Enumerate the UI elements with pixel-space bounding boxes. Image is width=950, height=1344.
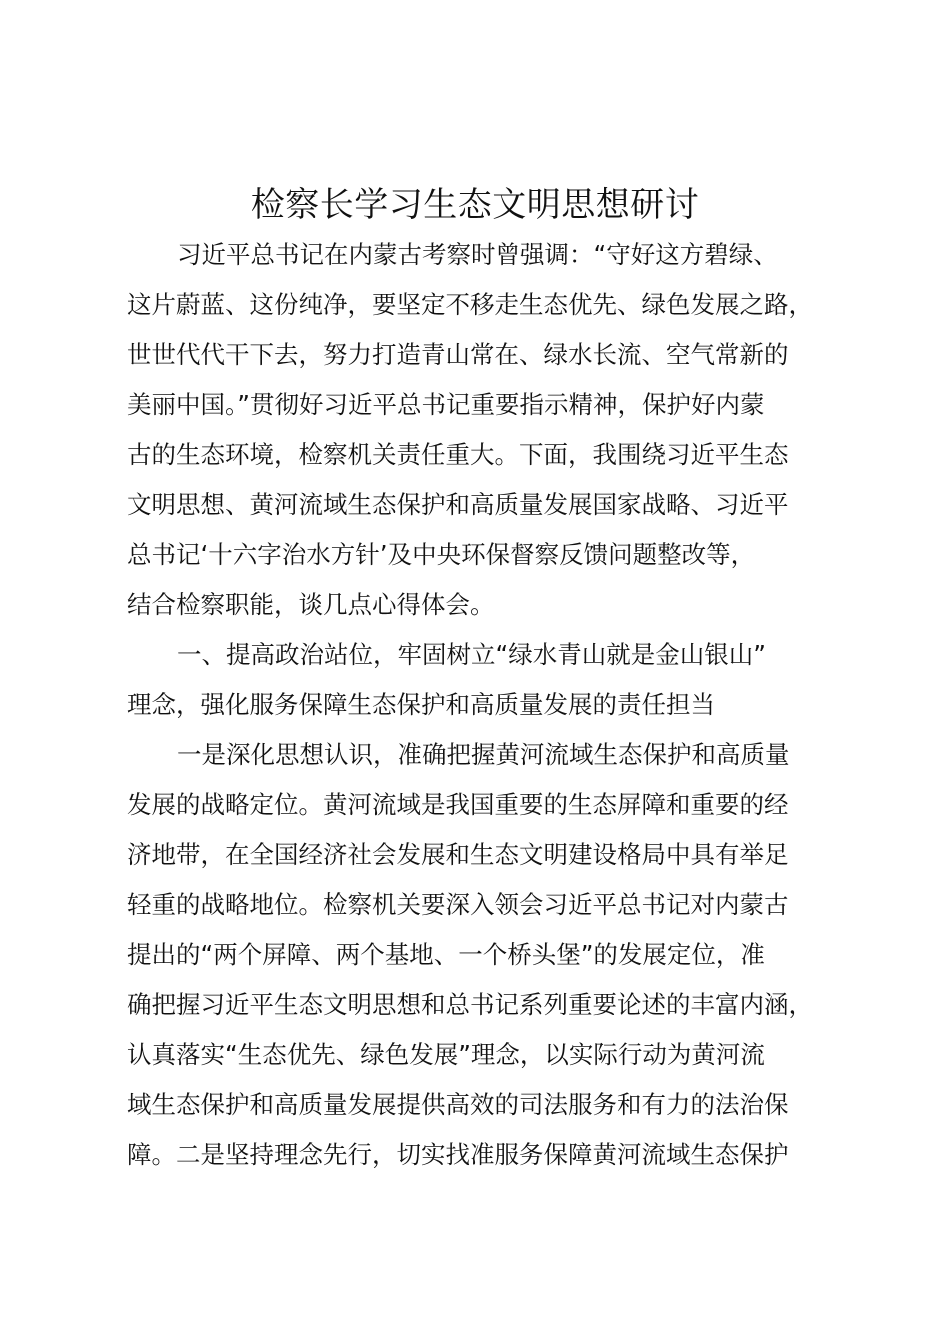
body-text-line: 济地带，在全国经济社会发展和生态文明建设格局中具有举足 [127,840,789,869]
body-text-line: 确把握习近平生态文明思想和总书记系列重要论述的丰富内涵， [127,990,813,1019]
body-text-line: 轻重的战略地位。检察机关要深入领会习近平总书记对内蒙古 [127,890,789,919]
body-text-line: 结合检察职能，谈几点心得体会。 [127,590,495,619]
body-text-line: 古的生态环境，检察机关责任重大。下面，我围绕习近平生态 [127,440,789,469]
document-body [127,230,835,1180]
body-text-line: 这片蔚蓝、这份纯净，要坚定不移走生态优先、绿色发展之路， [127,290,813,319]
body-text-line: 一、提高政治站位，牢固树立“绿水青山就是金山银山” [177,640,766,669]
body-text-line: 发展的战略定位。黄河流域是我国重要的生态屏障和重要的经 [127,790,789,819]
document-title: 检察长学习生态文明思想研讨 [250,185,700,225]
body-text-line: 认真落实“生态优先、绿色发展”理念，以实际行动为黄河流 [127,1040,765,1069]
body-text-line: 理念，强化服务保障生态保护和高质量发展的责任担当 [127,690,715,719]
body-text-line: 文明思想、黄河流域生态保护和高质量发展国家战略、习近平 [127,490,789,519]
body-text-line: 总书记‘十六字治水方针’及中央环保督察反馈问题整改等， [127,540,756,569]
body-text-line: 习近平总书记在内蒙古考察时曾强调：“守好这方碧绿、 [177,240,778,269]
body-text-line: 美丽中国。”贯彻好习近平总书记重要指示精神，保护好内蒙 [127,390,765,419]
body-text-line: 提出的“两个屏障、两个基地、一个桥头堡”的发展定位，准 [127,940,765,969]
body-text-line: 障。二是坚持理念先行，切实找准服务保障黄河流域生态保护 [127,1140,789,1169]
body-text-line: 世世代代干下去，努力打造青山常在、绿水长流、空气常新的 [127,340,789,369]
body-text-line: 域生态保护和高质量发展提供高效的司法服务和有力的法治保 [127,1090,789,1119]
body-text-line: 一是深化思想认识，准确把握黄河流域生态保护和高质量 [177,740,790,769]
